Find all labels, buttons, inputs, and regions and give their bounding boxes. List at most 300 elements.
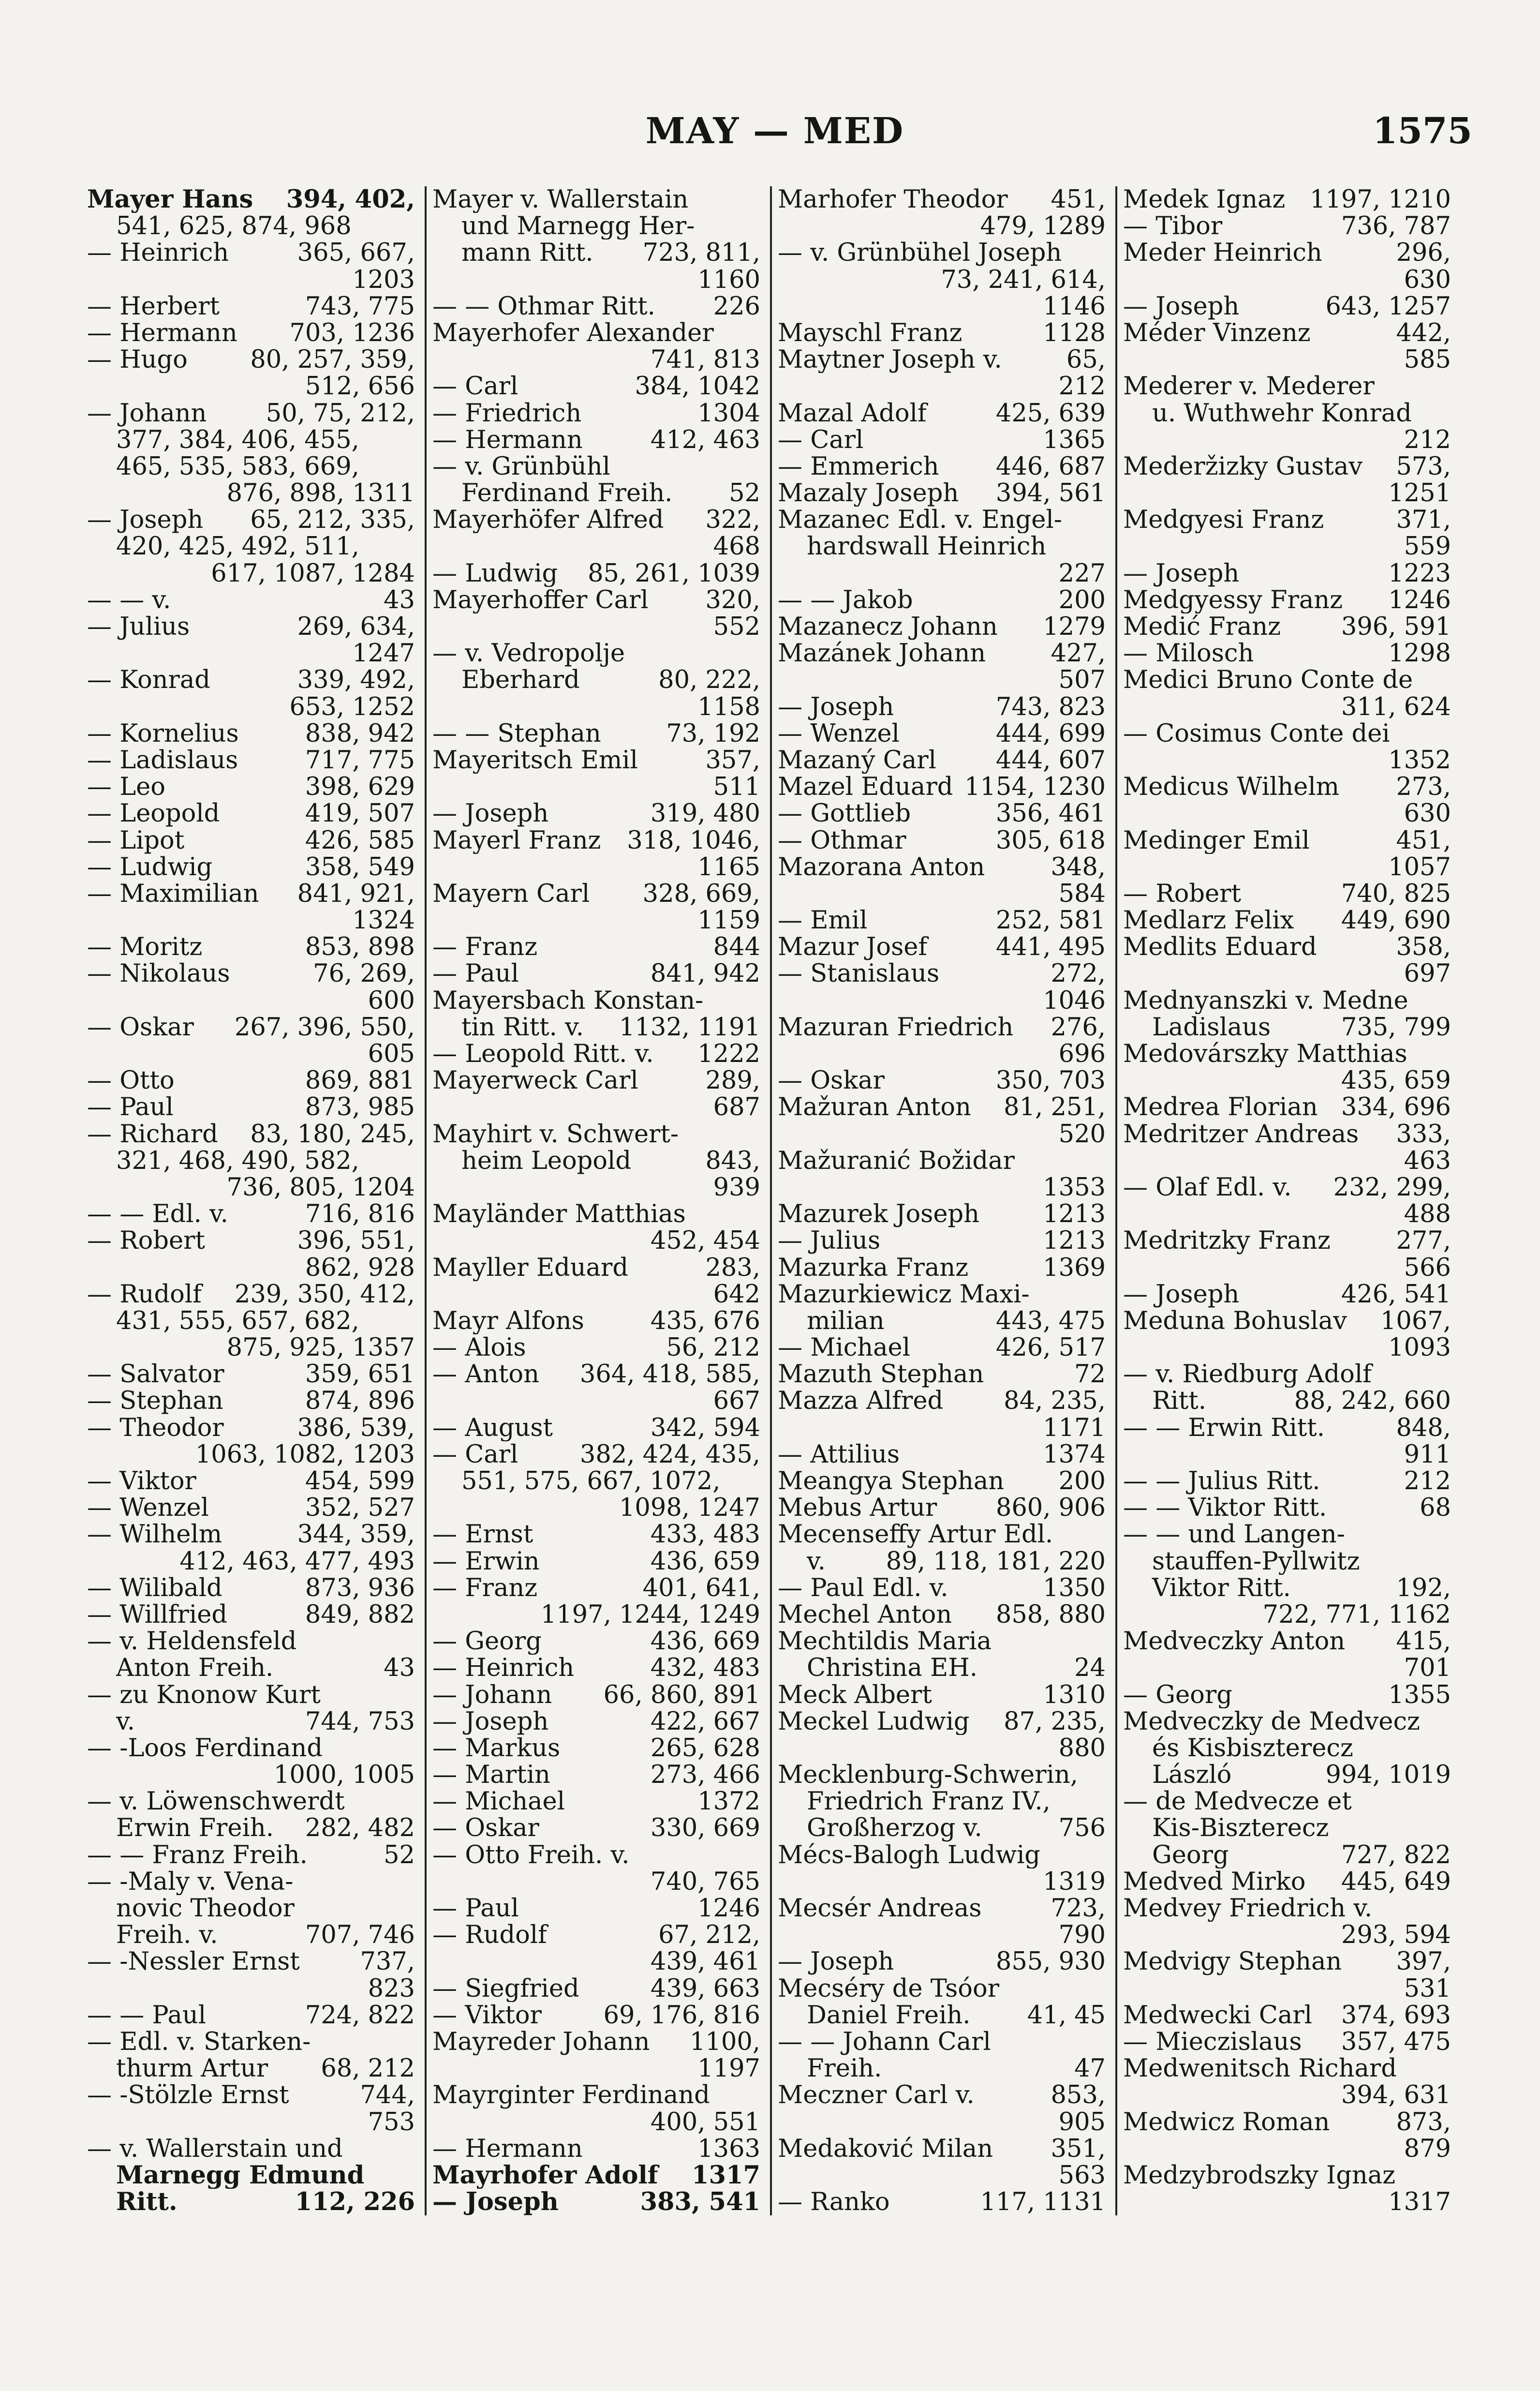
entry-name: Medvigy Stephan xyxy=(1123,1948,1342,1975)
entry-page-refs: 1158 xyxy=(697,693,760,720)
entry-name: — Othmar xyxy=(778,827,906,854)
index-entry xyxy=(778,1815,1106,1841)
entry-page-refs: 743, 775 xyxy=(305,293,415,320)
entry-name: Medaković Milan xyxy=(778,2135,993,2162)
entry-page-refs: 439, 663 xyxy=(650,1975,760,2002)
index-entry xyxy=(87,1361,415,1388)
index-entry xyxy=(432,346,760,373)
index-entry xyxy=(87,1014,415,1041)
entry-name: — Georg xyxy=(1123,1681,1232,1708)
index-entry xyxy=(432,613,760,640)
entry-page-refs: 1310 xyxy=(1043,1681,1106,1708)
entry-page-refs: 334, 696 xyxy=(1341,1094,1451,1121)
index-entry xyxy=(778,427,1106,453)
index-entry xyxy=(778,587,1106,613)
index-entry xyxy=(1123,1121,1451,1148)
entry-page-refs: 276, xyxy=(1051,1014,1106,1041)
entry-name: heim Leopold xyxy=(461,1147,631,1174)
entry-page-refs: 89, 118, 181, 220 xyxy=(886,1548,1106,1575)
entry-name: — Rudolf xyxy=(432,1922,547,1949)
entry-page-refs: 339, 492, xyxy=(297,667,415,694)
entry-page-refs: 1128 xyxy=(1043,319,1106,347)
index-entry xyxy=(432,186,760,213)
entry-name: Georg xyxy=(1152,1841,1229,1868)
entry-page-refs: 1319 xyxy=(1043,1868,1106,1895)
entry-name: — Michael xyxy=(778,1334,911,1361)
index-entry xyxy=(1123,186,1451,213)
index-entry xyxy=(778,213,1106,239)
index-entry xyxy=(1123,1388,1451,1414)
index-entry xyxy=(87,533,415,560)
index-entry xyxy=(87,239,415,266)
entry-name: Mednyanszki v. Medne xyxy=(1123,987,1408,1014)
index-entry xyxy=(87,186,415,213)
index-entry xyxy=(778,2162,1106,2189)
entry-page-refs: 723, 811, xyxy=(642,239,760,267)
index-entry xyxy=(87,1521,415,1548)
index-entry xyxy=(1123,774,1451,800)
entry-page-refs: 1223 xyxy=(1388,560,1451,587)
entry-page-refs: 552 xyxy=(713,613,760,641)
entry-page-refs: 844 xyxy=(713,934,760,961)
index-entry xyxy=(432,533,760,560)
index-entry xyxy=(87,987,415,1014)
index-column-4 xyxy=(1115,186,1451,2215)
index-entry xyxy=(87,346,415,373)
index-entry xyxy=(778,1735,1106,1762)
index-entry xyxy=(432,1441,760,1468)
index-entry xyxy=(87,400,415,427)
entry-name: — Joseph xyxy=(1123,293,1240,320)
index-entry xyxy=(87,1548,415,1575)
entry-name: — Ernst xyxy=(432,1521,533,1548)
entry-page-refs: 667 xyxy=(713,1388,760,1415)
entry-page-refs: 344, 359, xyxy=(297,1521,415,1548)
entry-page-refs: 1171 xyxy=(1043,1414,1106,1441)
index-entry xyxy=(778,854,1106,881)
entry-page-refs: 843, xyxy=(705,1147,760,1174)
index-entry xyxy=(432,1148,760,1174)
index-entry xyxy=(778,907,1106,934)
entry-name: Ritt. xyxy=(116,2189,178,2216)
index-entry xyxy=(1123,1334,1451,1361)
index-entry xyxy=(778,1601,1106,1628)
entry-page-refs: 56, 212 xyxy=(666,1334,760,1361)
entry-name: Medzybrodszky Ignaz xyxy=(1123,2162,1395,2189)
index-entry xyxy=(778,2002,1106,2029)
entry-name: Großherzog v. xyxy=(807,1815,982,1842)
entry-page-refs: 1159 xyxy=(697,907,760,934)
index-entry xyxy=(432,1682,760,1708)
entry-page-refs: 426, 517 xyxy=(995,1334,1106,1361)
entry-name: Mayhirt v. Schwert- xyxy=(432,1121,679,1148)
index-entry xyxy=(87,480,415,507)
entry-page-refs: 873, 985 xyxy=(305,1094,415,1121)
entry-name: Freih. v. xyxy=(116,1922,218,1949)
entry-name: — Heinrich xyxy=(87,239,229,267)
entry-name: — Konrad xyxy=(87,667,210,694)
index-entry xyxy=(432,1255,760,1281)
entry-name: Ferdinand Freih. xyxy=(461,480,673,507)
entry-page-refs: 73, 241, 614, xyxy=(941,266,1106,293)
entry-name: Mazurka Franz xyxy=(778,1254,969,1281)
entry-page-refs: 364, 418, 585, xyxy=(579,1361,760,1388)
index-entry xyxy=(87,1975,415,2002)
entry-page-refs: 443, 475 xyxy=(995,1307,1106,1335)
entry-name: Ritt. xyxy=(1152,1388,1206,1415)
index-entry xyxy=(778,1948,1106,1975)
index-entry xyxy=(1123,453,1451,480)
entry-name: Mayländer Matthias xyxy=(432,1201,686,1228)
entry-page-refs: 939 xyxy=(713,1174,760,1201)
index-entry xyxy=(87,587,415,613)
index-entry xyxy=(432,2162,760,2189)
index-entry xyxy=(778,1227,1106,1254)
entry-name: Mazurek Joseph xyxy=(778,1201,980,1228)
index-entry xyxy=(432,747,760,774)
index-entry xyxy=(87,1334,415,1361)
entry-page-refs: 117, 1131 xyxy=(980,2189,1106,2216)
index-entry xyxy=(432,1468,760,1494)
entry-page-refs: 853, 898 xyxy=(305,934,415,961)
entry-name: — -Maly v. Vena- xyxy=(87,1868,294,1895)
entry-name: Mazánek Johann xyxy=(778,640,986,667)
index-entry xyxy=(432,960,760,987)
index-entry xyxy=(87,1735,415,1762)
index-entry xyxy=(778,960,1106,987)
index-entry xyxy=(87,1067,415,1094)
entry-page-refs: 853, xyxy=(1051,2082,1106,2109)
index-entry xyxy=(778,934,1106,960)
entry-page-refs: 1304 xyxy=(697,400,760,427)
index-entry xyxy=(87,747,415,774)
entry-name: — Otto xyxy=(87,1067,175,1094)
index-entry xyxy=(778,1334,1106,1361)
entry-page-refs: 1203 xyxy=(352,266,415,293)
entry-page-refs: 1247 xyxy=(352,640,415,667)
entry-page-refs: 384, 1042 xyxy=(635,373,760,400)
index-entry xyxy=(87,1922,415,1948)
entry-page-refs: 386, 539, xyxy=(297,1414,415,1441)
entry-page-refs: 1222 xyxy=(697,1041,760,1068)
entry-name: thurm Artur xyxy=(116,2055,268,2082)
entry-name: — Robert xyxy=(87,1227,206,1255)
entry-page-refs: 449, 690 xyxy=(1341,907,1451,934)
entry-name: tin Ritt. v. xyxy=(461,1014,584,1041)
entry-page-refs: 736, 805, 1204 xyxy=(226,1174,415,1201)
entry-page-refs: 273, 466 xyxy=(650,1762,760,1789)
entry-page-refs: 81, 251, xyxy=(1004,1094,1106,1121)
entry-page-refs: 322, xyxy=(705,507,760,534)
index-entry xyxy=(1123,293,1451,320)
index-entry xyxy=(432,1922,760,1948)
entry-name: — Hermann xyxy=(87,319,237,347)
index-entry xyxy=(1123,1308,1451,1334)
index-entry xyxy=(778,1468,1106,1494)
index-entry xyxy=(778,1842,1106,1868)
entry-name: — Paul xyxy=(432,1895,519,1922)
entry-page-refs: 468 xyxy=(713,533,760,560)
entry-name: Méder Vinzenz xyxy=(1123,319,1311,347)
entry-page-refs: 687 xyxy=(713,1094,760,1121)
entry-name: — Martin xyxy=(432,1762,550,1789)
entry-name: — — Viktor Ritt. xyxy=(1123,1494,1327,1522)
entry-page-refs: 435, 659 xyxy=(1341,1067,1451,1094)
index-entry xyxy=(1123,427,1451,453)
index-entry xyxy=(87,1468,415,1494)
index-entry xyxy=(432,1308,760,1334)
page-title: MAY — MED xyxy=(645,110,904,152)
index-entry xyxy=(778,1094,1106,1121)
entry-page-refs: 80, 257, 359, xyxy=(250,346,415,374)
entry-page-refs: 463 xyxy=(1404,1147,1451,1174)
index-entry xyxy=(1123,881,1451,907)
index-entry xyxy=(432,400,760,427)
entry-page-refs: 911 xyxy=(1404,1441,1451,1468)
index-entry xyxy=(87,2082,415,2108)
entry-page-refs: 318, 1046, xyxy=(627,827,760,854)
entry-name: Medici Bruno Conte de xyxy=(1123,667,1413,694)
entry-name: — zu Knonow Kurt xyxy=(87,1681,321,1708)
entry-page-refs: 1374 xyxy=(1043,1441,1106,1468)
index-entry xyxy=(1123,1655,1451,1681)
index-entry xyxy=(778,267,1106,293)
entry-name: Medwicz Roman xyxy=(1123,2108,1330,2136)
index-entry xyxy=(87,774,415,800)
entry-page-refs: 1197 xyxy=(697,2055,760,2082)
entry-page-refs: 227 xyxy=(1058,560,1106,587)
entry-page-refs: 860, 906 xyxy=(995,1494,1106,1522)
index-entry xyxy=(87,881,415,907)
entry-name: v. xyxy=(116,1708,135,1735)
entry-page-refs: 520 xyxy=(1058,1121,1106,1148)
index-entry xyxy=(778,346,1106,373)
index-entry xyxy=(432,907,760,934)
entry-page-refs: 333, xyxy=(1396,1121,1451,1148)
entry-name: — Carl xyxy=(432,1441,518,1468)
index-entry xyxy=(778,1014,1106,1041)
entry-page-refs: 382, 424, 435, xyxy=(579,1441,760,1468)
entry-name: — -Nessler Ernst xyxy=(87,1948,300,1975)
entry-page-refs: 398, 629 xyxy=(305,774,415,801)
index-entry xyxy=(432,1575,760,1601)
entry-name: — Herbert xyxy=(87,293,220,320)
index-entry xyxy=(1123,507,1451,533)
entry-page-refs: 653, 1252 xyxy=(289,693,415,720)
entry-name: — — Franz Freih. xyxy=(87,1841,308,1868)
index-entry xyxy=(87,720,415,747)
entry-page-refs: 724, 822 xyxy=(305,2002,415,2029)
entry-name: — v. Riedburg Adolf xyxy=(1123,1361,1372,1388)
index-entry xyxy=(1123,987,1451,1014)
index-entry xyxy=(1123,1815,1451,1841)
entry-page-refs: 200 xyxy=(1058,586,1106,613)
entry-page-refs: 351, xyxy=(1051,2135,1106,2162)
index-entry xyxy=(432,1815,760,1841)
index-entry xyxy=(432,560,760,587)
index-entry xyxy=(778,667,1106,693)
index-entry xyxy=(87,1628,415,1655)
entry-name: — Markus xyxy=(432,1734,561,1762)
entry-page-refs: 1197, 1210 xyxy=(1309,186,1451,213)
entry-page-refs: 573, xyxy=(1396,453,1451,480)
entry-page-refs: 873, 936 xyxy=(305,1574,415,1601)
index-entry xyxy=(432,774,760,800)
index-entry xyxy=(1123,1521,1451,1548)
entry-name: Mazanec Edl. v. Engel- xyxy=(778,507,1062,534)
entry-name: milian xyxy=(807,1307,885,1335)
entry-page-refs: 442, xyxy=(1396,319,1451,347)
entry-name: Mecenseffy Artur Edl. xyxy=(778,1521,1053,1548)
entry-page-refs: 1197, 1244, 1249 xyxy=(540,1601,760,1629)
index-entry xyxy=(87,1815,415,1841)
entry-page-refs: 427, xyxy=(1051,640,1106,667)
entry-name: — Hermann xyxy=(432,426,583,453)
entry-name: Mayerhöfer Alfred xyxy=(432,507,664,534)
entry-name: novic Theodor xyxy=(116,1895,295,1922)
entry-name: — v. Löwenschwerdt xyxy=(87,1788,345,1815)
entry-page-refs: 396, 551, xyxy=(297,1227,415,1255)
index-entry xyxy=(1123,2029,1451,2055)
entry-page-refs: 76, 269, xyxy=(313,960,415,987)
entry-name: — Olaf Edl. v. xyxy=(1123,1174,1292,1201)
entry-page-refs: 394, 631 xyxy=(1341,2082,1451,2109)
entry-name: — Leo xyxy=(87,774,165,801)
entry-page-refs: 419, 507 xyxy=(305,800,415,827)
index-entry xyxy=(1123,720,1451,747)
index-entry xyxy=(778,1281,1106,1308)
index-entry xyxy=(1123,1441,1451,1468)
entry-name: — Ludwig xyxy=(432,560,558,587)
index-entry xyxy=(87,453,415,480)
entry-name: Mayern Carl xyxy=(432,880,590,908)
index-entry xyxy=(1123,1255,1451,1281)
index-entry xyxy=(778,1548,1106,1575)
entry-page-refs: 272, xyxy=(1051,960,1106,987)
entry-page-refs: 43 xyxy=(384,1655,415,1682)
entry-page-refs: 269, 634, xyxy=(297,613,415,641)
index-entry xyxy=(1123,694,1451,720)
entry-name: Mazel Eduard xyxy=(778,774,953,801)
entry-name: Medvey Friedrich v. xyxy=(1123,1895,1373,1922)
index-entry xyxy=(778,1895,1106,1922)
entry-page-refs: 330, 669 xyxy=(650,1815,760,1842)
index-entry xyxy=(432,934,760,960)
entry-name: — v. Grünbühl xyxy=(432,453,610,480)
index-entry xyxy=(1123,827,1451,854)
entry-page-refs: 72 xyxy=(1074,1361,1106,1388)
entry-page-refs: 1365 xyxy=(1043,426,1106,453)
index-entry xyxy=(432,2029,760,2055)
entry-name: Mayschl Franz xyxy=(778,319,962,347)
entry-name: — Theodor xyxy=(87,1414,224,1441)
entry-name: — Attilius xyxy=(778,1441,900,1468)
entry-name: — Carl xyxy=(778,426,864,453)
entry-page-refs: 289, xyxy=(705,1067,760,1094)
index-entry xyxy=(1123,800,1451,827)
index-entry xyxy=(432,1735,760,1762)
entry-page-refs: 41, 45 xyxy=(1027,2002,1106,2029)
index-entry xyxy=(1123,1788,1451,1815)
entry-name: Mayer Hans xyxy=(87,186,253,213)
entry-name: 420, 425, 492, 511, xyxy=(116,533,359,560)
index-entry xyxy=(87,2002,415,2029)
index-entry xyxy=(778,2029,1106,2055)
entry-page-refs: 439, 461 xyxy=(650,1948,760,1975)
entry-page-refs: 1146 xyxy=(1043,293,1106,320)
entry-name: Viktor Ritt. xyxy=(1152,1574,1291,1601)
running-header xyxy=(77,110,1472,164)
entry-name: — Edl. v. Starken- xyxy=(87,2028,311,2056)
entry-name: Mayerweck Carl xyxy=(432,1067,638,1094)
entry-name: — Wilibald xyxy=(87,1574,222,1601)
entry-name: — Joseph xyxy=(778,1948,894,1975)
index-entry xyxy=(432,453,760,480)
index-entry xyxy=(87,1948,415,1975)
entry-page-refs: 566 xyxy=(1404,1254,1451,1281)
index-entry xyxy=(87,2189,415,2215)
entry-page-refs: 435, 676 xyxy=(650,1307,760,1335)
entry-page-refs: 87, 235, xyxy=(1004,1708,1106,1735)
entry-page-refs: 352, 527 xyxy=(305,1494,415,1522)
index-entry xyxy=(778,293,1106,320)
entry-page-refs: 617, 1087, 1284 xyxy=(211,560,415,587)
entry-name: — Alois xyxy=(432,1334,526,1361)
entry-page-refs: 559 xyxy=(1404,533,1451,560)
entry-page-refs: 311, 624 xyxy=(1341,693,1451,720)
index-entry xyxy=(778,453,1106,480)
index-entry xyxy=(432,1388,760,1414)
entry-name: — Erwin xyxy=(432,1548,540,1575)
entry-name: — — Johann Carl xyxy=(778,2028,991,2056)
entry-page-refs: 358, 549 xyxy=(305,853,415,881)
entry-name: mann Ritt. xyxy=(461,239,593,267)
entry-page-refs: 273, xyxy=(1396,774,1451,801)
index-entry xyxy=(432,1762,760,1788)
index-entry xyxy=(432,1121,760,1148)
index-entry xyxy=(778,774,1106,800)
entry-page-refs: 200 xyxy=(1058,1468,1106,1495)
index-entry xyxy=(778,1494,1106,1521)
index-entry xyxy=(432,854,760,881)
index-entry xyxy=(1123,1014,1451,1041)
entry-name: és Kisbiszterecz xyxy=(1152,1734,1353,1762)
index-entry xyxy=(778,827,1106,854)
entry-page-refs: 441, 495 xyxy=(995,934,1106,961)
index-entry xyxy=(87,507,415,533)
entry-name: 541, 625, 874, 968 xyxy=(116,213,352,240)
index-entry xyxy=(1123,1895,1451,1922)
index-entry xyxy=(87,1148,415,1174)
index-entry xyxy=(778,1255,1106,1281)
entry-page-refs: 1165 xyxy=(697,853,760,881)
entry-page-refs: 736, 787 xyxy=(1341,213,1451,240)
entry-name: 431, 555, 657, 682, xyxy=(116,1307,359,1335)
entry-page-refs: 1350 xyxy=(1043,1574,1106,1601)
entry-name: 377, 384, 406, 455, xyxy=(116,426,359,453)
entry-page-refs: 433, 483 xyxy=(650,1521,760,1548)
entry-page-refs: 876, 898, 1311 xyxy=(226,480,415,507)
entry-name: Kis-Biszterecz xyxy=(1152,1815,1329,1842)
index-entry xyxy=(1123,1575,1451,1601)
entry-page-refs: 432, 483 xyxy=(650,1655,760,1682)
index-entry xyxy=(432,720,760,747)
entry-page-refs: 451, xyxy=(1051,186,1106,213)
entry-page-refs: 24 xyxy=(1074,1655,1106,1682)
entry-name: Friedrich Franz IV., xyxy=(807,1788,1051,1815)
entry-page-refs: 267, 396, 550, xyxy=(234,1014,415,1041)
entry-page-refs: 1352 xyxy=(1388,747,1451,774)
